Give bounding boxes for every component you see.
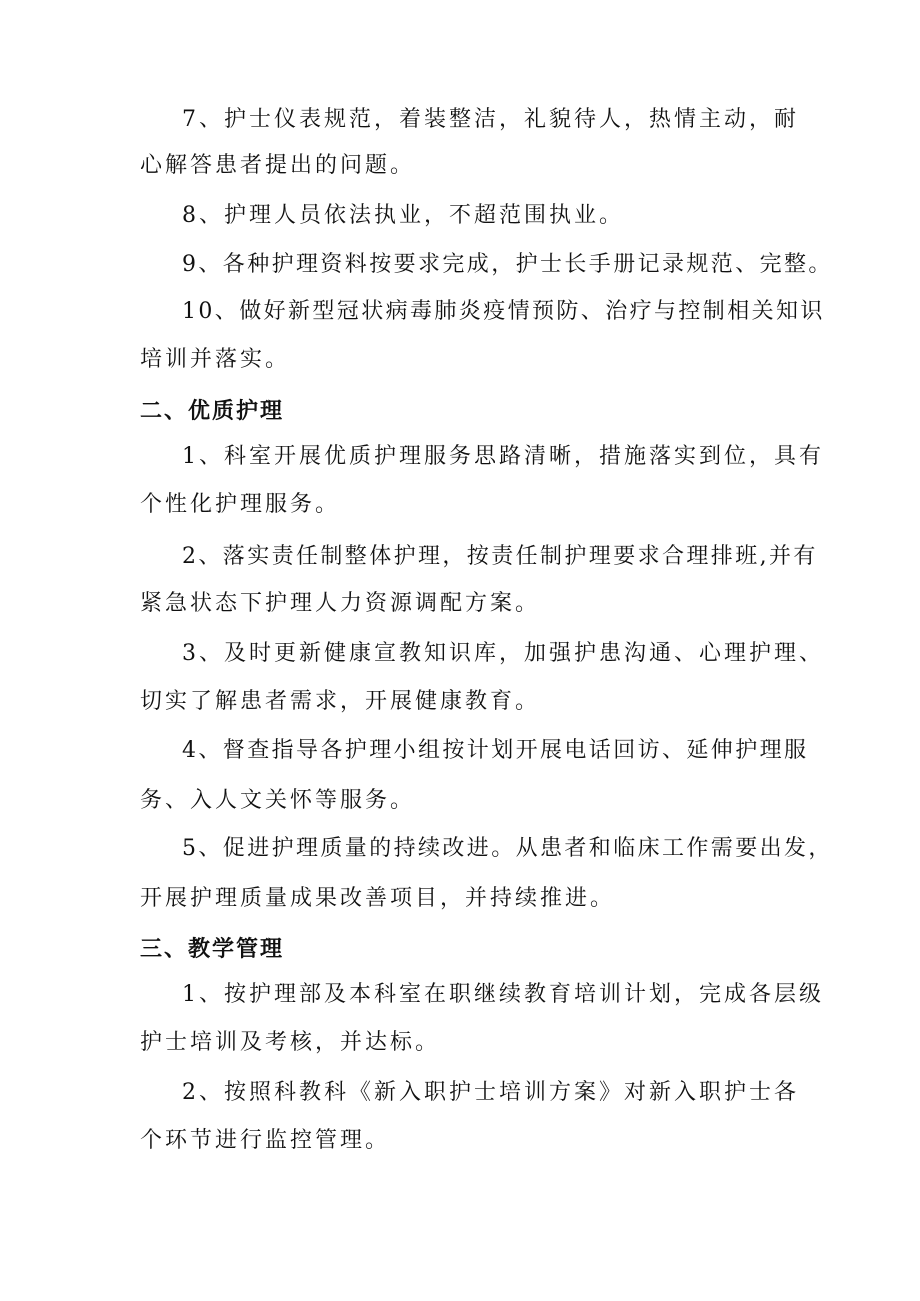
section2-heading: 二、优质护理 bbox=[140, 398, 285, 424]
s2-item4-line2: 务、入人文关怀等服务。 bbox=[140, 788, 416, 813]
s3-item2-line2: 个环节进行监控管理。 bbox=[140, 1128, 391, 1153]
item10-line2: 培训并落实。 bbox=[140, 347, 291, 372]
s2-item5-line2: 开展护理质量成果改善项目，并持续推进。 bbox=[140, 886, 616, 911]
section3-heading: 三、教学管理 bbox=[140, 936, 285, 962]
item9: 9、各种护理资料按要求完成，护士长手册记录规范、完整。 bbox=[182, 252, 833, 277]
item8: 8、护理人员依法执业，不超范围执业。 bbox=[182, 203, 624, 228]
s2-item3-line1: 3、及时更新健康宣教知识库，加强护患沟通、心理护理、 bbox=[182, 641, 824, 666]
s2-item3-line2: 切实了解患者需求，开展健康教育。 bbox=[140, 689, 541, 714]
s2-item1-line1: 1、科室开展优质护理服务思路清晰，措施落实到位，具有 bbox=[182, 444, 824, 469]
s3-item1-line2: 护士培训及考核，并达标。 bbox=[140, 1030, 441, 1055]
item7-line2: 心解答患者提出的问题。 bbox=[140, 153, 416, 178]
item7-line1: 7、护士仪表规范，着装整洁，礼貌待人，热情主动，耐 bbox=[182, 107, 799, 132]
item10-line1: 10、做好新型冠状病毒肺炎疫情预防、治疗与控制相关知识 bbox=[182, 299, 825, 324]
s2-item1-line2: 个性化护理服务。 bbox=[140, 492, 341, 517]
s2-item4-line1: 4、督查指导各护理小组按计划开展电话回访、延伸护理服 bbox=[182, 738, 809, 763]
s3-item1-line1: 1、按护理部及本科室在职继续教育培训计划，完成各层级 bbox=[182, 982, 824, 1007]
s3-item2-line1: 2、按照科教科《新入职护士培训方案》对新入职护士各 bbox=[182, 1080, 799, 1105]
s2-item2-line2: 紧急状态下护理人力资源调配方案。 bbox=[140, 591, 541, 616]
s2-item2-line1: 2、落实责任制整体护理，按责任制护理要求合理排班,并有 bbox=[182, 544, 818, 569]
s2-item5-line1: 5、促进护理质量的持续改进。从患者和临床工作需要出发， bbox=[182, 836, 833, 861]
